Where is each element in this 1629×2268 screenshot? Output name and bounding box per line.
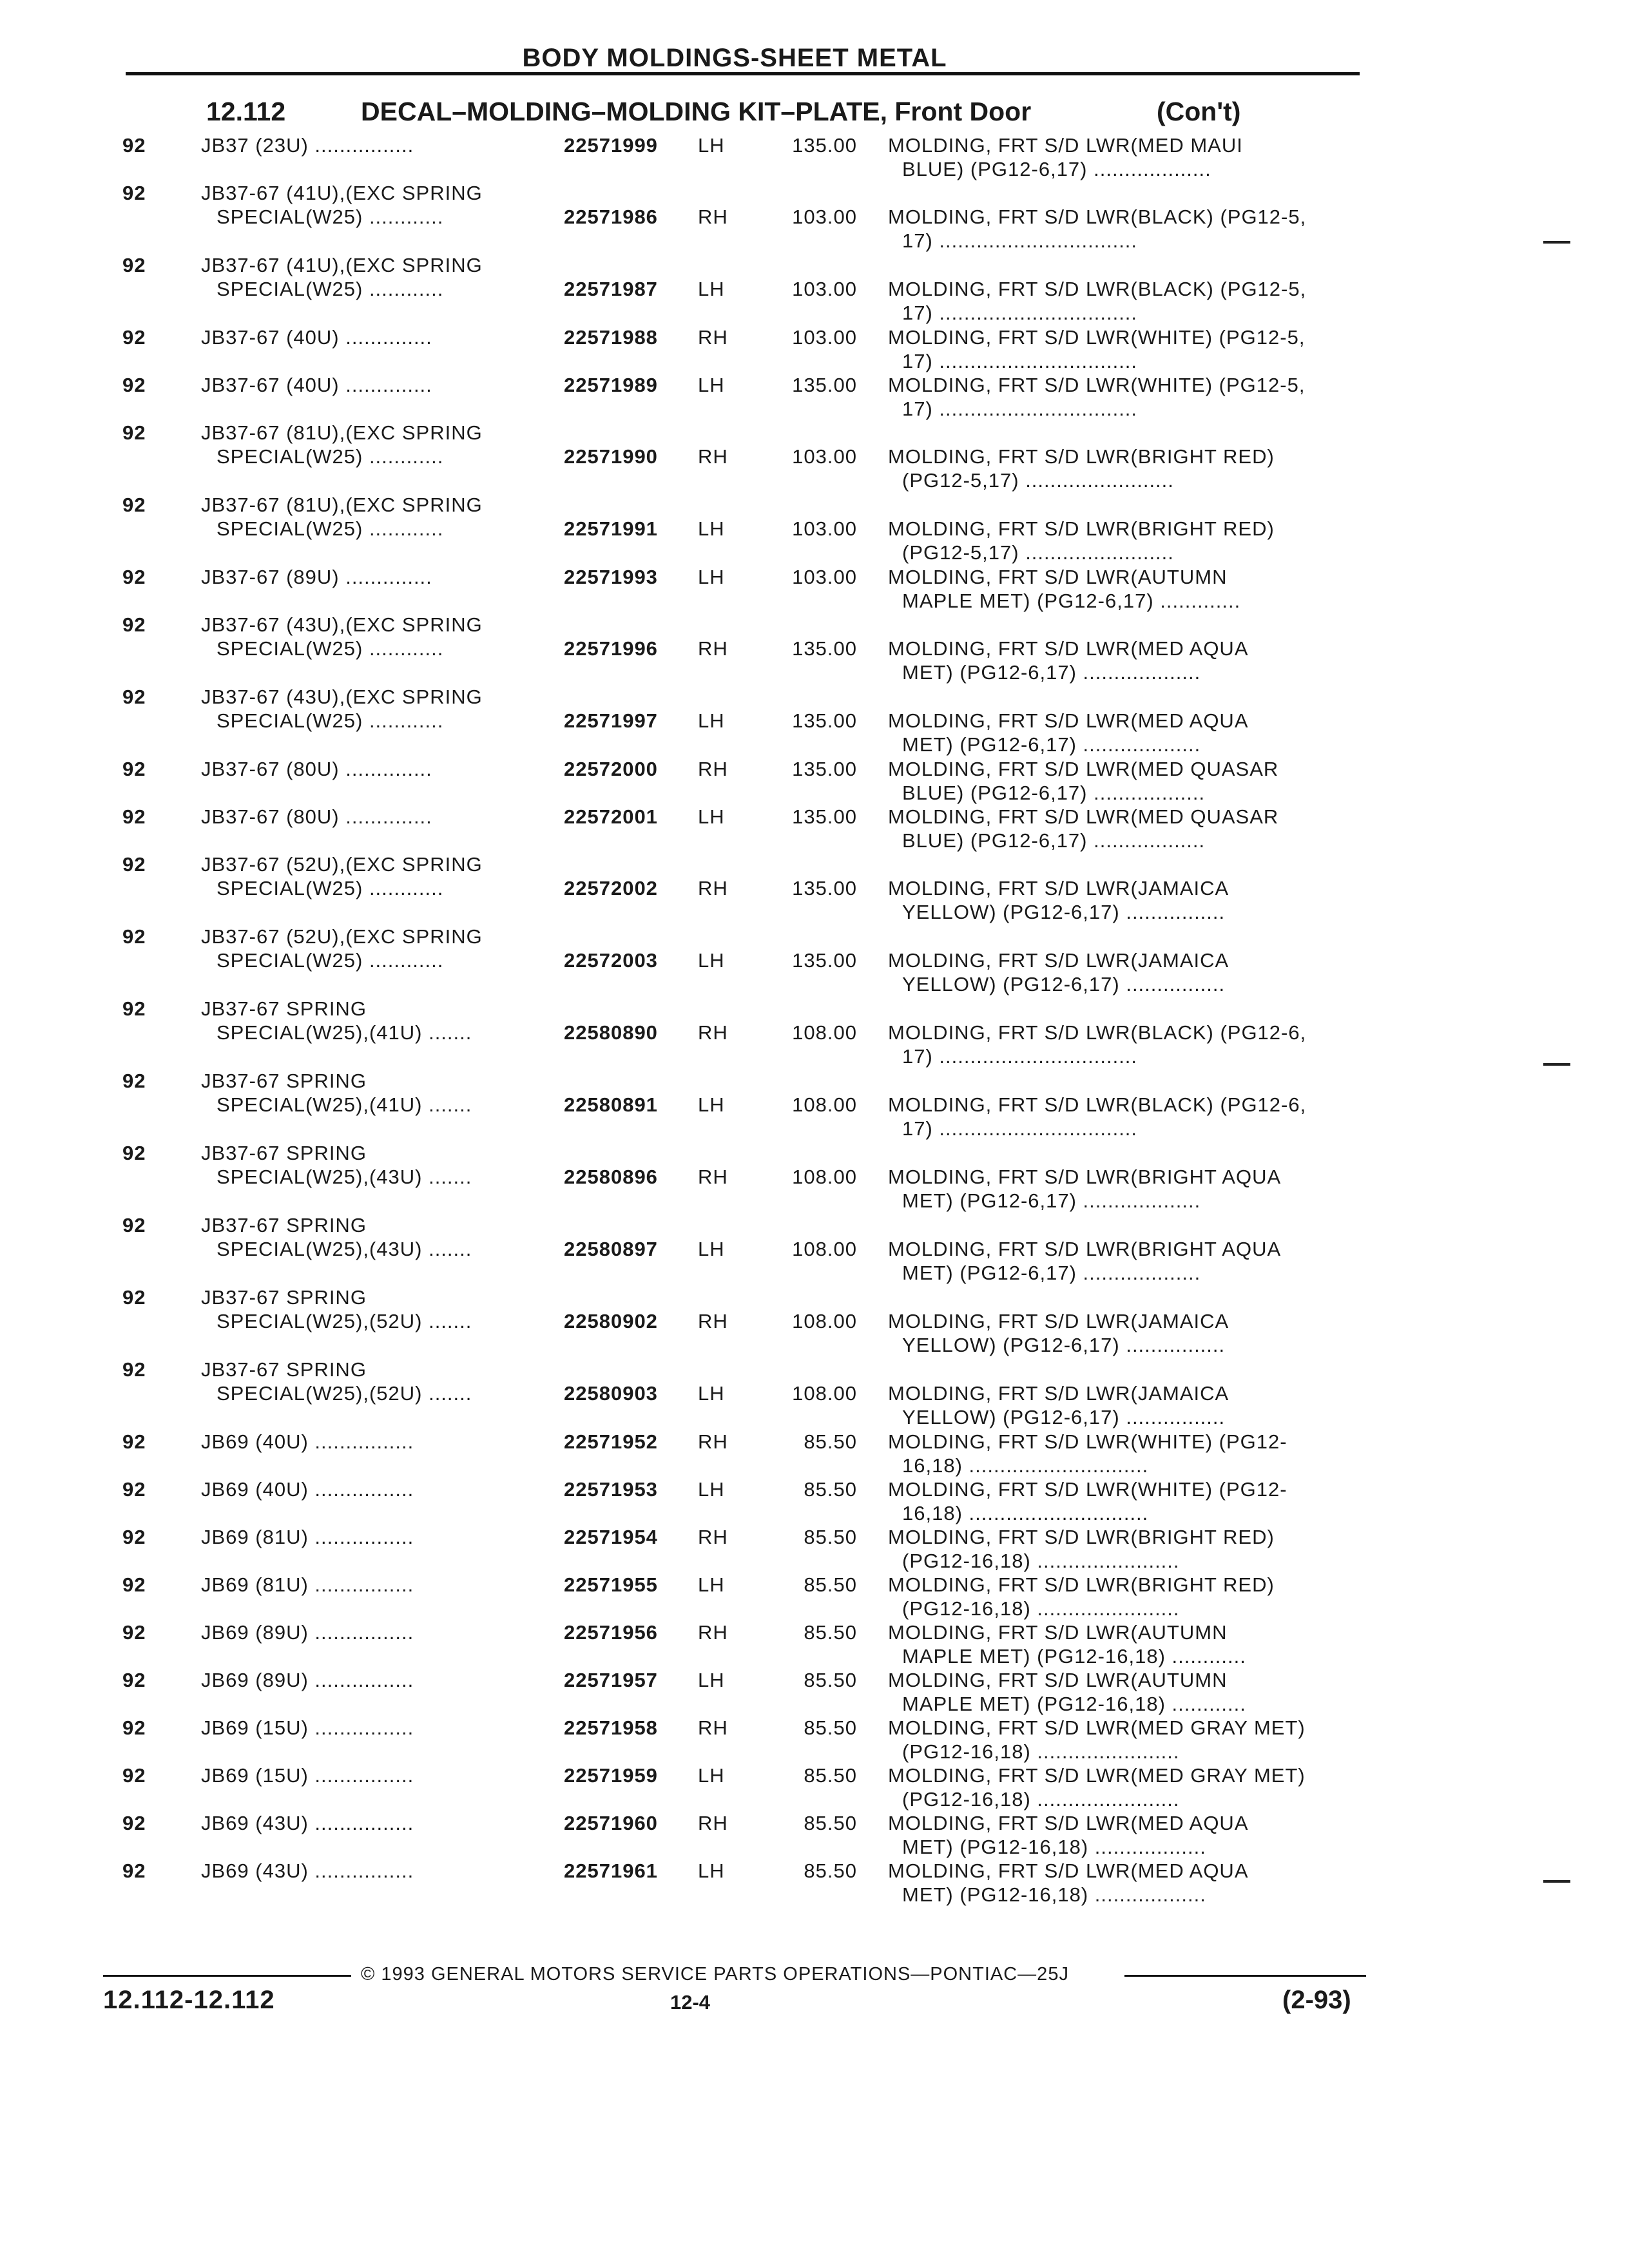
figure-number: 92 (122, 997, 146, 1020)
usage-line-2: SPECIAL(W25) ............ (217, 445, 444, 468)
part-number: 22571999 (564, 134, 658, 157)
side-code: LH (698, 1238, 725, 1260)
price: 85.50 (804, 1764, 857, 1787)
price: 85.50 (804, 1478, 857, 1501)
table-row (0, 421, 1629, 494)
section-number: 12.112 (206, 97, 286, 126)
usage-line-1: JB69 (89U) ................ (201, 1669, 414, 1691)
table-row (0, 805, 1629, 853)
part-number: 22571954 (564, 1526, 658, 1548)
price: 108.00 (792, 1093, 857, 1116)
table-row (0, 326, 1629, 374)
description-line-1: MOLDING, FRT S/D LWR(JAMAICA (888, 877, 1229, 899)
description-line-2: 16,18) ............................. (902, 1454, 1149, 1477)
description-line-1: MOLDING, FRT S/D LWR(MED AQUA (888, 709, 1249, 732)
price: 85.50 (804, 1573, 857, 1596)
price: 103.00 (792, 445, 857, 468)
footer-page-number: 12-4 (670, 1991, 711, 2013)
description-line-1: MOLDING, FRT S/D LWR(BLACK) (PG12-5, (888, 278, 1307, 300)
table-row (0, 853, 1629, 925)
table-row (0, 494, 1629, 566)
description-line-1: MOLDING, FRT S/D LWR(WHITE) (PG12-5, (888, 374, 1306, 396)
description-line-2: MET) (PG12-6,17) ................... (902, 1262, 1201, 1284)
part-number: 22572000 (564, 758, 658, 780)
description-line-2: 17) ................................ (902, 1117, 1138, 1140)
table-row (0, 1526, 1629, 1573)
figure-number: 92 (122, 254, 146, 276)
usage-line-1: JB37-67 SPRING (201, 1358, 367, 1381)
table-row (0, 1142, 1629, 1214)
table-row (0, 254, 1629, 326)
part-number: 22571991 (564, 517, 658, 540)
figure-number: 92 (122, 134, 146, 157)
usage-line-2: SPECIAL(W25),(52U) ....... (217, 1382, 472, 1405)
description-line-2: MAPLE MET) (PG12-16,18) ............ (902, 1693, 1246, 1715)
description-line-2: YELLOW) (PG12-6,17) ................ (902, 901, 1226, 923)
part-number: 22572001 (564, 805, 658, 828)
description-line-1: MOLDING, FRT S/D LWR(JAMAICA (888, 949, 1229, 972)
figure-number: 92 (122, 758, 146, 780)
figure-number: 92 (122, 805, 146, 828)
description-line-2: (PG12-16,18) ....................... (902, 1788, 1180, 1811)
figure-number: 92 (122, 374, 146, 396)
page-header-title: BODY MOLDINGS-SHEET METAL (522, 44, 947, 72)
usage-line-1: JB37-67 (40U) .............. (201, 374, 432, 396)
price: 103.00 (792, 278, 857, 300)
description-line-1: MOLDING, FRT S/D LWR(BRIGHT AQUA (888, 1238, 1282, 1260)
usage-line-2: SPECIAL(W25) ............ (217, 709, 444, 732)
margin-mark (1543, 1063, 1570, 1066)
table-row (0, 1430, 1629, 1478)
side-code: LH (698, 278, 725, 300)
table-row (0, 925, 1629, 997)
side-code: LH (698, 949, 725, 972)
part-number: 22571953 (564, 1478, 658, 1501)
table-row (0, 1573, 1629, 1621)
figure-number: 92 (122, 1142, 146, 1164)
description-line-1: MOLDING, FRT S/D LWR(MED AQUA (888, 1860, 1249, 1882)
figure-number: 92 (122, 1860, 146, 1882)
usage-line-1: JB37-67 (43U),(EXC SPRING (201, 613, 483, 636)
figure-number: 92 (122, 1478, 146, 1501)
figure-number: 92 (122, 1764, 146, 1787)
table-row (0, 1286, 1629, 1358)
price: 85.50 (804, 1669, 857, 1691)
table-row (0, 613, 1629, 686)
usage-line-1: JB69 (43U) ................ (201, 1860, 414, 1882)
margin-mark (1543, 241, 1570, 244)
side-code: RH (698, 445, 728, 468)
part-number: 22571961 (564, 1860, 658, 1882)
part-number: 22571957 (564, 1669, 658, 1691)
usage-line-1: JB69 (40U) ................ (201, 1478, 414, 1501)
figure-number: 92 (122, 494, 146, 516)
usage-line-2: SPECIAL(W25),(41U) ....... (217, 1093, 472, 1116)
part-number: 22572002 (564, 877, 658, 899)
price: 135.00 (792, 637, 857, 660)
side-code: RH (698, 758, 728, 780)
price: 135.00 (792, 877, 857, 899)
price: 108.00 (792, 1166, 857, 1188)
description-line-2: MET) (PG12-6,17) ................... (902, 661, 1201, 684)
side-code: LH (698, 1093, 725, 1116)
description-line-1: MOLDING, FRT S/D LWR(BRIGHT RED) (888, 1573, 1275, 1596)
usage-line-2: SPECIAL(W25) ............ (217, 278, 444, 300)
table-row (0, 686, 1629, 758)
usage-line-1: JB37-67 (81U),(EXC SPRING (201, 421, 483, 444)
usage-line-2: SPECIAL(W25),(43U) ....... (217, 1166, 472, 1188)
price: 108.00 (792, 1382, 857, 1405)
figure-number: 92 (122, 1526, 146, 1548)
part-number: 22571959 (564, 1764, 658, 1787)
table-row (0, 566, 1629, 613)
side-code: LH (698, 1764, 725, 1787)
figure-number: 92 (122, 326, 146, 349)
price: 103.00 (792, 326, 857, 349)
table-row (0, 1669, 1629, 1716)
description-line-1: MOLDING, FRT S/D LWR(BLACK) (PG12-6, (888, 1021, 1307, 1044)
usage-line-1: JB37-67 (43U),(EXC SPRING (201, 686, 483, 708)
part-number: 22571993 (564, 566, 658, 588)
usage-line-1: JB37-67 (52U),(EXC SPRING (201, 925, 483, 948)
usage-line-2: SPECIAL(W25) ............ (217, 206, 444, 228)
figure-number: 92 (122, 613, 146, 636)
description-line-1: MOLDING, FRT S/D LWR(BRIGHT AQUA (888, 1166, 1282, 1188)
figure-number: 92 (122, 853, 146, 876)
usage-line-1: JB37-67 SPRING (201, 1214, 367, 1236)
table-row (0, 1860, 1629, 1907)
part-number: 22571955 (564, 1573, 658, 1596)
description-line-2: BLUE) (PG12-6,17) .................. (902, 829, 1206, 852)
table-row (0, 1358, 1629, 1430)
table-row (0, 1070, 1629, 1142)
description-line-1: MOLDING, FRT S/D LWR(AUTUMN (888, 566, 1228, 588)
side-code: RH (698, 637, 728, 660)
usage-line-1: JB69 (89U) ................ (201, 1621, 414, 1644)
figure-number: 92 (122, 686, 146, 708)
description-line-1: MOLDING, FRT S/D LWR(MED AQUA (888, 637, 1249, 660)
side-code: RH (698, 1021, 728, 1044)
usage-line-1: JB37-67 (52U),(EXC SPRING (201, 853, 483, 876)
description-line-1: MOLDING, FRT S/D LWR(MED GRAY MET) (888, 1716, 1306, 1739)
description-line-2: BLUE) (PG12-6,17) .................. (902, 782, 1206, 804)
footer-section-range: 12.112-12.112 (103, 1986, 275, 2014)
price: 135.00 (792, 374, 857, 396)
figure-number: 92 (122, 1358, 146, 1381)
description-line-2: YELLOW) (PG12-6,17) ................ (902, 1334, 1226, 1356)
footer-copyright: © 1993 GENERAL MOTORS SERVICE PARTS OPERATIONS—PONTIAC—25J (361, 1964, 1069, 1984)
description-line-1: MOLDING, FRT S/D LWR(MED QUASAR (888, 758, 1279, 780)
side-code: LH (698, 805, 725, 828)
usage-line-1: JB37 (23U) ................ (201, 134, 414, 157)
description-line-1: MOLDING, FRT S/D LWR(BLACK) (PG12-6, (888, 1093, 1307, 1116)
figure-number: 92 (122, 1621, 146, 1644)
usage-line-1: JB37-67 (80U) .............. (201, 805, 432, 828)
usage-line-1: JB37-67 SPRING (201, 1142, 367, 1164)
figure-number: 92 (122, 1573, 146, 1596)
description-line-2: 17) ................................ (902, 398, 1138, 420)
side-code: LH (698, 1382, 725, 1405)
price: 135.00 (792, 134, 857, 157)
part-number: 22571958 (564, 1716, 658, 1739)
description-line-2: (PG12-5,17) ........................ (902, 541, 1174, 564)
figure-number: 92 (122, 566, 146, 588)
side-code: LH (698, 517, 725, 540)
usage-line-2: SPECIAL(W25),(52U) ....... (217, 1310, 472, 1332)
figure-number: 92 (122, 1716, 146, 1739)
description-line-2: MAPLE MET) (PG12-16,18) ............ (902, 1645, 1246, 1667)
figure-number: 92 (122, 1812, 146, 1834)
side-code: RH (698, 1310, 728, 1332)
description-line-1: MOLDING, FRT S/D LWR(MED QUASAR (888, 805, 1279, 828)
price: 135.00 (792, 805, 857, 828)
table-row (0, 1214, 1629, 1286)
part-number: 22571952 (564, 1430, 658, 1453)
margin-mark (1543, 1880, 1570, 1883)
footer-date: (2-93) (1282, 1986, 1351, 2014)
figure-number: 92 (122, 182, 146, 204)
description-line-2: MET) (PG12-16,18) .................. (902, 1883, 1206, 1906)
price: 85.50 (804, 1526, 857, 1548)
table-row (0, 182, 1629, 254)
price: 108.00 (792, 1021, 857, 1044)
usage-line-1: JB69 (81U) ................ (201, 1526, 414, 1548)
description-line-2: (PG12-16,18) ....................... (902, 1597, 1180, 1620)
description-line-2: MET) (PG12-6,17) ................... (902, 733, 1201, 756)
side-code: LH (698, 1860, 725, 1882)
description-line-2: MET) (PG12-16,18) .................. (902, 1836, 1206, 1858)
description-line-2: 16,18) ............................. (902, 1502, 1149, 1524)
parts-list (0, 134, 1629, 1907)
section-continued: (Con't) (1157, 97, 1241, 126)
side-code: RH (698, 1526, 728, 1548)
part-number: 22571986 (564, 206, 658, 228)
description-line-2: (PG12-16,18) ....................... (902, 1740, 1180, 1763)
side-code: LH (698, 1478, 725, 1501)
part-number: 22571960 (564, 1812, 658, 1834)
part-number: 22580896 (564, 1166, 658, 1188)
description-line-1: MOLDING, FRT S/D LWR(WHITE) (PG12- (888, 1430, 1287, 1453)
figure-number: 92 (122, 1214, 146, 1236)
price: 108.00 (792, 1310, 857, 1332)
price: 103.00 (792, 517, 857, 540)
table-row (0, 997, 1629, 1070)
side-code: RH (698, 1166, 728, 1188)
part-number: 22580903 (564, 1382, 658, 1405)
side-code: RH (698, 1812, 728, 1834)
price: 85.50 (804, 1716, 857, 1739)
usage-line-2: SPECIAL(W25),(43U) ....... (217, 1238, 472, 1260)
description-line-1: MOLDING, FRT S/D LWR(BRIGHT RED) (888, 445, 1275, 468)
usage-line-1: JB69 (15U) ................ (201, 1716, 414, 1739)
price: 135.00 (792, 709, 857, 732)
description-line-2: 17) ................................ (902, 1045, 1138, 1068)
description-line-2: 17) ................................ (902, 350, 1138, 372)
description-line-1: MOLDING, FRT S/D LWR(AUTUMN (888, 1621, 1228, 1644)
description-line-1: MOLDING, FRT S/D LWR(MED GRAY MET) (888, 1764, 1306, 1787)
usage-line-1: JB69 (15U) ................ (201, 1764, 414, 1787)
side-code: LH (698, 1573, 725, 1596)
part-number: 22580902 (564, 1310, 658, 1332)
part-number: 22571996 (564, 637, 658, 660)
price: 85.50 (804, 1860, 857, 1882)
description-line-1: MOLDING, FRT S/D LWR(WHITE) (PG12- (888, 1478, 1287, 1501)
price: 103.00 (792, 206, 857, 228)
price: 103.00 (792, 566, 857, 588)
table-row (0, 134, 1629, 182)
footer-rule-left (103, 1975, 351, 1977)
description-line-2: YELLOW) (PG12-6,17) ................ (902, 1406, 1226, 1428)
description-line-1: MOLDING, FRT S/D LWR(BRIGHT RED) (888, 517, 1275, 540)
figure-number: 92 (122, 421, 146, 444)
table-row (0, 1764, 1629, 1812)
table-row (0, 758, 1629, 805)
figure-number: 92 (122, 1430, 146, 1453)
part-number: 22580897 (564, 1238, 658, 1260)
description-line-1: MOLDING, FRT S/D LWR(MED AQUA (888, 1812, 1249, 1834)
side-code: RH (698, 1716, 728, 1739)
price: 108.00 (792, 1238, 857, 1260)
description-line-2: MET) (PG12-6,17) ................... (902, 1189, 1201, 1212)
description-line-2: MAPLE MET) (PG12-6,17) ............. (902, 590, 1241, 612)
table-row (0, 374, 1629, 421)
description-line-2: (PG12-5,17) ........................ (902, 469, 1174, 492)
description-line-2: 17) ................................ (902, 302, 1138, 324)
usage-line-1: JB69 (43U) ................ (201, 1812, 414, 1834)
side-code: RH (698, 326, 728, 349)
side-code: LH (698, 566, 725, 588)
price: 85.50 (804, 1812, 857, 1834)
usage-line-1: JB37-67 (80U) .............. (201, 758, 432, 780)
part-number: 22571988 (564, 326, 658, 349)
usage-line-1: JB37-67 SPRING (201, 1070, 367, 1092)
part-number: 22571956 (564, 1621, 658, 1644)
description-line-2: BLUE) (PG12-6,17) ................... (902, 158, 1211, 180)
description-line-2: YELLOW) (PG12-6,17) ................ (902, 973, 1226, 995)
usage-line-2: SPECIAL(W25) ............ (217, 637, 444, 660)
usage-line-2: SPECIAL(W25) ............ (217, 517, 444, 540)
side-code: LH (698, 374, 725, 396)
price: 85.50 (804, 1430, 857, 1453)
table-row (0, 1621, 1629, 1669)
usage-line-2: SPECIAL(W25),(41U) ....... (217, 1021, 472, 1044)
usage-line-2: SPECIAL(W25) ............ (217, 877, 444, 899)
usage-line-1: JB37-67 (41U),(EXC SPRING (201, 182, 483, 204)
description-line-1: MOLDING, FRT S/D LWR(AUTUMN (888, 1669, 1228, 1691)
side-code: RH (698, 877, 728, 899)
price: 85.50 (804, 1621, 857, 1644)
price: 135.00 (792, 949, 857, 972)
table-row (0, 1812, 1629, 1860)
description-line-1: MOLDING, FRT S/D LWR(BRIGHT RED) (888, 1526, 1275, 1548)
usage-line-1: JB69 (40U) ................ (201, 1430, 414, 1453)
description-line-1: MOLDING, FRT S/D LWR(JAMAICA (888, 1382, 1229, 1405)
usage-line-1: JB37-67 SPRING (201, 997, 367, 1020)
figure-number: 92 (122, 925, 146, 948)
description-line-2: 17) ................................ (902, 229, 1138, 252)
description-line-1: MOLDING, FRT S/D LWR(JAMAICA (888, 1310, 1229, 1332)
table-row (0, 1716, 1629, 1764)
usage-line-1: JB37-67 SPRING (201, 1286, 367, 1309)
usage-line-1: JB37-67 (41U),(EXC SPRING (201, 254, 483, 276)
side-code: RH (698, 1430, 728, 1453)
part-number: 22571990 (564, 445, 658, 468)
description-line-2: (PG12-16,18) ....................... (902, 1550, 1180, 1572)
description-line-1: MOLDING, FRT S/D LWR(WHITE) (PG12-5, (888, 326, 1306, 349)
figure-number: 92 (122, 1070, 146, 1092)
table-row (0, 1478, 1629, 1526)
footer-rule-right (1124, 1975, 1366, 1977)
usage-line-1: JB37-67 (40U) .............. (201, 326, 432, 349)
side-code: LH (698, 709, 725, 732)
description-line-1: MOLDING, FRT S/D LWR(MED MAUI (888, 134, 1243, 157)
figure-number: 92 (122, 1286, 146, 1309)
usage-line-1: JB37-67 (81U),(EXC SPRING (201, 494, 483, 516)
part-number: 22580891 (564, 1093, 658, 1116)
part-number: 22580890 (564, 1021, 658, 1044)
section-name: DECAL–MOLDING–MOLDING KIT–PLATE, Front Door (361, 97, 1032, 126)
description-line-1: MOLDING, FRT S/D LWR(BLACK) (PG12-5, (888, 206, 1307, 228)
part-number: 22571987 (564, 278, 658, 300)
side-code: LH (698, 1669, 725, 1691)
usage-line-1: JB37-67 (89U) .............. (201, 566, 432, 588)
side-code: RH (698, 206, 728, 228)
header-rule (126, 72, 1360, 75)
usage-line-2: SPECIAL(W25) ............ (217, 949, 444, 972)
usage-line-1: JB69 (81U) ................ (201, 1573, 414, 1596)
side-code: LH (698, 134, 725, 157)
part-number: 22572003 (564, 949, 658, 972)
side-code: RH (698, 1621, 728, 1644)
price: 135.00 (792, 758, 857, 780)
part-number: 22571997 (564, 709, 658, 732)
part-number: 22571989 (564, 374, 658, 396)
figure-number: 92 (122, 1669, 146, 1691)
